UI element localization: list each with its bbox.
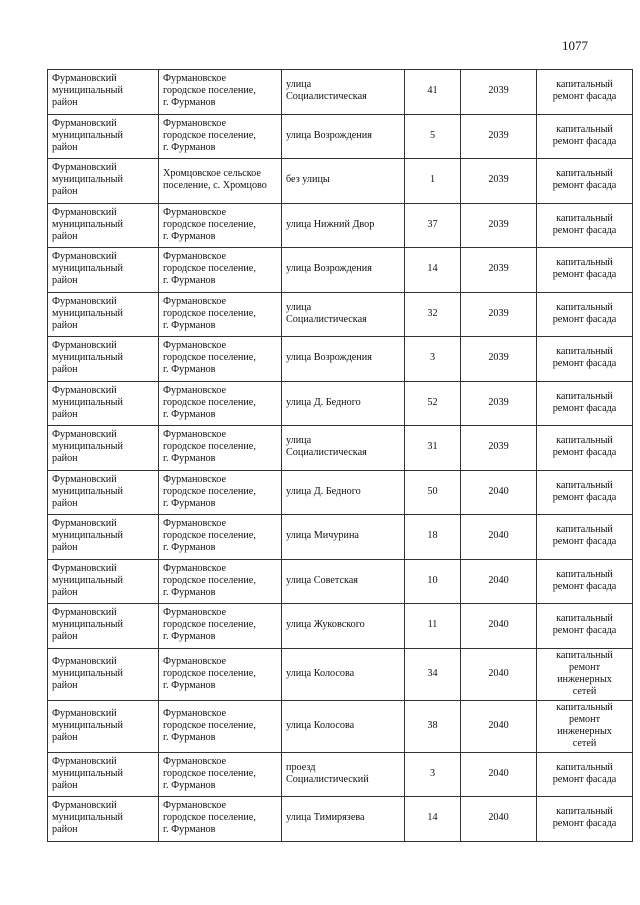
registry-table (47, 69, 633, 842)
work-type-cell (537, 292, 633, 337)
house-number-cell-text: 1 (429, 174, 436, 186)
street-cell (282, 604, 405, 649)
work-type-cell-text: капитальный ремонт инженерных сетей (556, 701, 613, 749)
table-row (48, 70, 633, 115)
work-type-cell (537, 559, 633, 604)
street-cell (282, 70, 405, 115)
work-type-cell-text: капитальный ремонт фасада (552, 257, 617, 281)
street-cell (282, 797, 405, 842)
year-cell (461, 752, 537, 797)
settlement-cell-text: Фурмановское городское поселение, г. Фурманов (163, 340, 256, 376)
house-number-cell-text: 14 (427, 812, 438, 824)
district-cell (48, 515, 159, 560)
work-type-cell (537, 381, 633, 426)
house-number-cell-text: 3 (429, 767, 436, 779)
year-cell-text: 2039 (488, 129, 509, 141)
house-number-cell-text: 11 (427, 619, 438, 631)
table-row (48, 700, 633, 752)
table-row (48, 292, 633, 337)
district-cell-text: Фурмановский муниципальный район (52, 607, 123, 643)
work-type-cell-text: капитальный ремонт фасада (552, 479, 617, 503)
street-cell (282, 426, 405, 471)
street-cell-text: улица Нижний Двор (286, 218, 375, 230)
work-type-cell-text: капитальный ремонт фасада (552, 524, 617, 548)
work-type-cell (537, 337, 633, 382)
work-type-cell-text: капитальный ремонт фасада (552, 390, 617, 414)
street-cell-text: улица Колосова (286, 667, 355, 679)
work-type-cell (537, 114, 633, 159)
house-number-cell (405, 292, 461, 337)
house-number-cell (405, 70, 461, 115)
house-number-cell (405, 381, 461, 426)
work-type-cell (537, 203, 633, 248)
work-type-cell (537, 700, 633, 752)
district-cell-text: Фурмановский муниципальный район (52, 562, 123, 598)
district-cell-text: Фурмановский муниципальный район (52, 384, 123, 420)
year-cell (461, 426, 537, 471)
settlement-cell (159, 648, 282, 700)
settlement-cell (159, 381, 282, 426)
district-cell (48, 426, 159, 471)
work-type-cell (537, 470, 633, 515)
table-row (48, 797, 633, 842)
district-cell-text: Фурмановский муниципальный район (52, 206, 123, 242)
work-type-cell (537, 70, 633, 115)
registry-table-body (48, 70, 633, 842)
table-row (48, 114, 633, 159)
table-row (48, 248, 633, 293)
table-row (48, 470, 633, 515)
street-cell-text: без улицы (286, 174, 330, 186)
house-number-cell-text: 31 (427, 441, 438, 453)
settlement-cell (159, 515, 282, 560)
district-cell (48, 159, 159, 204)
table-row (48, 604, 633, 649)
table-row (48, 159, 633, 204)
house-number-cell (405, 248, 461, 293)
work-type-cell-text: капитальный ремонт фасада (552, 568, 617, 592)
district-cell-text: Фурмановский муниципальный район (52, 429, 123, 465)
district-cell-text: Фурмановский муниципальный район (52, 473, 123, 509)
house-number-cell (405, 470, 461, 515)
settlement-cell-text: Фурмановское городское поселение, г. Фурманов (163, 755, 256, 791)
district-cell-text: Фурмановский муниципальный район (52, 800, 123, 836)
house-number-cell-text: 37 (427, 218, 438, 230)
district-cell (48, 248, 159, 293)
work-type-cell (537, 515, 633, 560)
district-cell (48, 470, 159, 515)
house-number-cell-text: 3 (429, 352, 436, 364)
district-cell (48, 752, 159, 797)
settlement-cell (159, 700, 282, 752)
street-cell-text: улица Мичурина (286, 530, 359, 542)
settlement-cell (159, 470, 282, 515)
year-cell (461, 470, 537, 515)
year-cell-text: 2040 (488, 574, 509, 586)
settlement-cell (159, 248, 282, 293)
house-number-cell (405, 648, 461, 700)
district-cell (48, 648, 159, 700)
settlement-cell-text: Фурмановское городское поселение, г. Фурманов (163, 295, 256, 331)
district-cell-text: Фурмановский муниципальный район (52, 755, 123, 791)
year-cell (461, 292, 537, 337)
year-cell-text: 2040 (488, 619, 509, 631)
work-type-cell-text: капитальный ремонт инженерных сетей (556, 649, 613, 697)
work-type-cell-text: капитальный ремонт фасада (552, 212, 617, 236)
street-cell-text: улица Социалистическая (286, 301, 367, 325)
year-cell (461, 700, 537, 752)
settlement-cell-text: Фурмановское городское поселение, г. Фурманов (163, 473, 256, 509)
year-cell-text: 2039 (488, 85, 509, 97)
house-number-cell (405, 797, 461, 842)
work-type-cell-text: капитальный ремонт фасада (552, 346, 617, 370)
house-number-cell-text: 5 (429, 129, 436, 141)
house-number-cell (405, 700, 461, 752)
work-type-cell-text: капитальный ремонт фасада (552, 806, 617, 830)
year-cell-text: 2039 (488, 307, 509, 319)
street-cell-text: улица Тимирязева (286, 812, 365, 824)
street-cell (282, 203, 405, 248)
table-row (48, 426, 633, 471)
settlement-cell (159, 752, 282, 797)
settlement-cell (159, 70, 282, 115)
house-number-cell (405, 515, 461, 560)
settlement-cell (159, 559, 282, 604)
house-number-cell-text: 52 (427, 396, 438, 408)
house-number-cell (405, 426, 461, 471)
district-cell-text: Фурмановский муниципальный район (52, 295, 123, 331)
settlement-cell-text: Фурмановское городское поселение, г. Фурманов (163, 251, 256, 287)
work-type-cell (537, 426, 633, 471)
district-cell (48, 203, 159, 248)
year-cell (461, 381, 537, 426)
table-row (48, 381, 633, 426)
street-cell-text: улица Социалистическая (286, 435, 367, 459)
street-cell-text: улица Колосова (286, 719, 355, 731)
work-type-cell (537, 159, 633, 204)
table-row (48, 559, 633, 604)
settlement-cell-text: Фурмановское городское поселение, г. Фурманов (163, 607, 256, 643)
settlement-cell-text: Фурмановское городское поселение, г. Фурманов (163, 429, 256, 465)
house-number-cell-text: 34 (427, 667, 438, 679)
year-cell (461, 114, 537, 159)
street-cell (282, 470, 405, 515)
year-cell-text: 2040 (488, 719, 509, 731)
district-cell-text: Фурмановский муниципальный район (52, 117, 123, 153)
work-type-cell-text: капитальный ремонт фасада (552, 168, 617, 192)
district-cell (48, 604, 159, 649)
work-type-cell-text: капитальный ремонт фасада (552, 761, 617, 785)
street-cell (282, 515, 405, 560)
street-cell (282, 114, 405, 159)
settlement-cell-text: Фурмановское городское поселение, г. Фурманов (163, 384, 256, 420)
settlement-cell (159, 604, 282, 649)
work-type-cell (537, 648, 633, 700)
year-cell-text: 2039 (488, 263, 509, 275)
street-cell-text: улица Возрождения (286, 129, 372, 141)
house-number-cell (405, 604, 461, 649)
work-type-cell-text: капитальный ремонт фасада (552, 123, 617, 147)
table-row (48, 515, 633, 560)
street-cell-text: проезд Социалистический (286, 761, 369, 785)
settlement-cell (159, 292, 282, 337)
year-cell (461, 648, 537, 700)
year-cell-text: 2039 (488, 441, 509, 453)
house-number-cell-text: 32 (427, 307, 438, 319)
settlement-cell-text: Фурмановское городское поселение, г. Фурманов (163, 117, 256, 153)
year-cell (461, 203, 537, 248)
settlement-cell-text: Фурмановское городское поселение, г. Фурманов (163, 206, 256, 242)
street-cell-text: улица Возрождения (286, 263, 372, 275)
settlement-cell-text: Фурмановское городское поселение, г. Фурманов (163, 73, 256, 109)
year-cell-text: 2039 (488, 352, 509, 364)
district-cell-text: Фурмановский муниципальный район (52, 340, 123, 376)
street-cell-text: улица Социалистическая (286, 79, 367, 103)
street-cell (282, 292, 405, 337)
house-number-cell (405, 203, 461, 248)
house-number-cell (405, 114, 461, 159)
street-cell (282, 381, 405, 426)
district-cell-text: Фурмановский муниципальный район (52, 518, 123, 554)
settlement-cell-text: Фурмановское городское поселение, г. Фурманов (163, 800, 256, 836)
year-cell-text: 2039 (488, 174, 509, 186)
settlement-cell (159, 159, 282, 204)
settlement-cell (159, 203, 282, 248)
year-cell (461, 159, 537, 204)
year-cell (461, 604, 537, 649)
street-cell-text: улица Жуковского (286, 619, 365, 631)
year-cell-text: 2040 (488, 812, 509, 824)
street-cell (282, 700, 405, 752)
district-cell (48, 337, 159, 382)
house-number-cell (405, 337, 461, 382)
year-cell-text: 2040 (488, 485, 509, 497)
settlement-cell (159, 426, 282, 471)
table-row (48, 203, 633, 248)
street-cell (282, 559, 405, 604)
district-cell (48, 700, 159, 752)
year-cell (461, 337, 537, 382)
settlement-cell-text: Фурмановское городское поселение, г. Фурманов (163, 707, 256, 743)
house-number-cell (405, 159, 461, 204)
year-cell-text: 2040 (488, 530, 509, 542)
street-cell (282, 337, 405, 382)
district-cell (48, 381, 159, 426)
house-number-cell-text: 38 (427, 719, 438, 731)
house-number-cell-text: 10 (427, 574, 438, 586)
work-type-cell (537, 797, 633, 842)
year-cell (461, 797, 537, 842)
district-cell-text: Фурмановский муниципальный район (52, 73, 123, 109)
year-cell-text: 2040 (488, 667, 509, 679)
year-cell-text: 2039 (488, 396, 509, 408)
settlement-cell-text: Хромцовское сельское поселение, с. Хромцово (163, 168, 267, 192)
year-cell-text: 2040 (488, 767, 509, 779)
district-cell (48, 797, 159, 842)
settlement-cell (159, 114, 282, 159)
year-cell (461, 248, 537, 293)
street-cell-text: улица Д. Бедного (286, 485, 361, 497)
year-cell (461, 70, 537, 115)
district-cell-text: Фурмановский муниципальный район (52, 251, 123, 287)
district-cell-text: Фурмановский муниципальный район (52, 162, 123, 198)
year-cell-text: 2039 (488, 218, 509, 230)
district-cell (48, 559, 159, 604)
work-type-cell-text: капитальный ремонт фасада (552, 435, 617, 459)
work-type-cell-text: капитальный ремонт фасада (552, 613, 617, 637)
street-cell (282, 752, 405, 797)
street-cell (282, 159, 405, 204)
house-number-cell-text: 14 (427, 263, 438, 275)
year-cell (461, 559, 537, 604)
table-row (48, 648, 633, 700)
house-number-cell-text: 41 (427, 85, 438, 97)
settlement-cell (159, 797, 282, 842)
table-row (48, 337, 633, 382)
house-number-cell-text: 18 (427, 530, 438, 542)
settlement-cell-text: Фурмановское городское поселение, г. Фурманов (163, 655, 256, 691)
year-cell (461, 515, 537, 560)
work-type-cell (537, 752, 633, 797)
table-row (48, 752, 633, 797)
settlement-cell (159, 337, 282, 382)
street-cell-text: улица Советская (286, 574, 358, 586)
district-cell-text: Фурмановский муниципальный район (52, 655, 123, 691)
work-type-cell (537, 604, 633, 649)
house-number-cell (405, 559, 461, 604)
street-cell (282, 248, 405, 293)
page-number: 1077 (562, 38, 588, 53)
street-cell (282, 648, 405, 700)
work-type-cell-text: капитальный ремонт фасада (552, 301, 617, 325)
house-number-cell (405, 752, 461, 797)
house-number-cell-text: 50 (427, 485, 438, 497)
work-type-cell (537, 248, 633, 293)
district-cell (48, 292, 159, 337)
street-cell-text: улица Д. Бедного (286, 396, 361, 408)
district-cell (48, 114, 159, 159)
work-type-cell-text: капитальный ремонт фасада (552, 79, 617, 103)
district-cell-text: Фурмановский муниципальный район (52, 707, 123, 743)
district-cell (48, 70, 159, 115)
settlement-cell-text: Фурмановское городское поселение, г. Фурманов (163, 562, 256, 598)
settlement-cell-text: Фурмановское городское поселение, г. Фурманов (163, 518, 256, 554)
street-cell-text: улица Возрождения (286, 352, 372, 364)
